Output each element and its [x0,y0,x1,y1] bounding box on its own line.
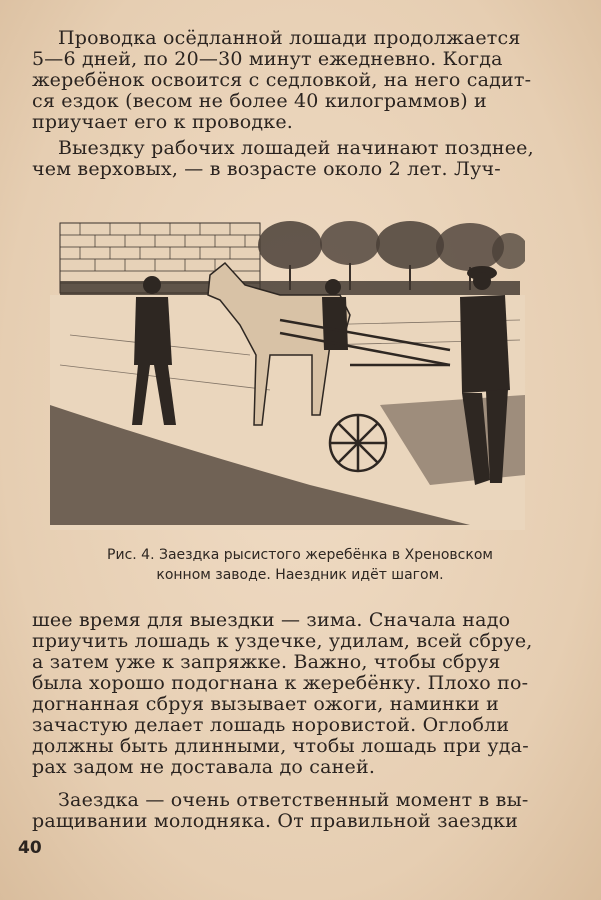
text-line: жеребёнок освоится с седловкой, на него садит- [32,69,532,91]
paragraph-training-duration [32,28,544,133]
text-line: Проводка осёдланной лошади продолжается [58,27,521,49]
paragraph-work-horses [32,138,544,180]
text-line: приучить лошадь к уздечке, удилам, всей сбруе, [32,630,533,652]
illustration-trotter-training [50,215,525,530]
text-line: была хорошо подогнана к жеребёнку. Плохо по- [32,672,529,694]
page-number: 40 [18,838,42,858]
caption-line: Рис. 4. Заездка рысистого жеребёнка в Хреновском [107,547,493,563]
text-line: рах задом не доставала до саней. [32,756,376,778]
figure-caption [40,545,560,585]
text-line: приучает его к проводке. [32,111,294,133]
paragraph-winter-training [32,610,544,778]
caption-line: конном заводе. Наездник идёт шагом. [156,567,444,583]
text-line: зачастую делает лошадь норовистой. Оглобли [32,714,510,736]
text-line: ращивании молодняка. От правильной заездки [32,810,519,832]
text-line: шее время для выездки — зима. Сначала надо [32,609,511,631]
text-line: Заездка — очень ответственный момент в вы- [58,789,529,811]
text-line: Выездку рабочих лошадей начинают позднее, [58,137,534,159]
text-line: чем верховых, — в возрасте около 2 лет. Луч- [32,158,501,180]
text-line: 5—6 дней, по 20—30 минут ежедневно. Когда [32,48,503,70]
text-line: а затем уже к запряжке. Важно, чтобы сбруя [32,651,501,673]
engraving-image [50,215,525,530]
text-line: должны быть длинными, чтобы лошадь при уда- [32,735,529,757]
text-line: догнанная сбруя вызывает ожоги, наминки и [32,693,499,715]
text-line: ся ездок (весом не более 40 килограммов) и [32,90,487,112]
paragraph-breaking-in [32,790,544,832]
